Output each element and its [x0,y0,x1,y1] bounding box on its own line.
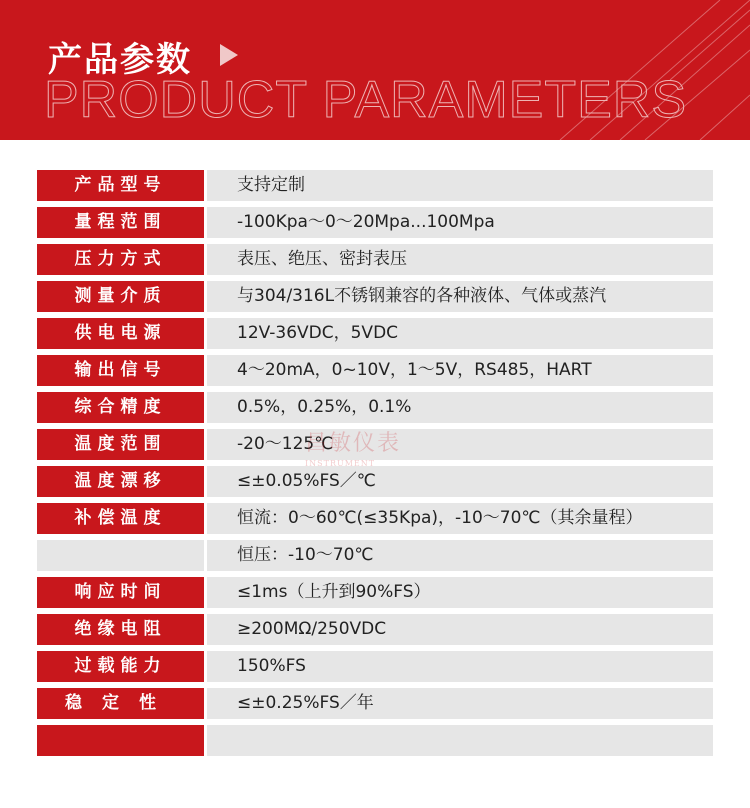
param-value: 0.5%，0.25%，0.1% [207,392,713,423]
param-value: 与304/316L不锈钢兼容的各种液体、气体或蒸汽 [207,281,713,312]
param-label: 测量介质 [37,281,204,312]
param-value [207,725,713,756]
table-row [37,503,713,534]
param-value: 表压、绝压、密封表压 [207,244,713,275]
param-label: 输出信号 [37,355,204,386]
table-row [37,577,713,608]
param-value: 4～20mA，0~10V，1～5V，RS485，HART [207,355,713,386]
table-row [37,466,713,497]
param-label: 绝缘电阻 [37,614,204,645]
table-row [37,392,713,423]
page-title: 产品参数 [48,40,192,80]
watermark-subtext: INSTRUMENT [305,459,376,468]
table-row [37,688,713,719]
table-row [37,614,713,645]
param-label: 产品型号 [37,170,204,201]
table-row [37,651,713,682]
param-value: 150%FS [207,651,713,682]
param-label: 综合精度 [37,392,204,423]
table-row [37,318,713,349]
param-value: ≤1ms（上升到90%FS） [207,577,713,608]
param-label: 供电电源 [37,318,204,349]
param-value: 恒压：-10～70℃ [207,540,713,571]
param-value: -100Kpa～0～20Mpa...100Mpa [207,207,713,238]
param-label [37,725,204,756]
page-subtitle: PRODUCT PARAMETERS [44,71,688,129]
param-label: 响应时间 [37,577,204,608]
param-value: 支持定制 [207,170,713,201]
table-row [37,207,713,238]
table-row [37,244,713,275]
table-row [37,725,713,756]
header-banner [0,0,750,140]
param-value: 12V-36VDC，5VDC [207,318,713,349]
watermark-text: 昌敏仪表 [305,431,402,456]
table-row [37,170,713,201]
param-label [37,540,204,571]
param-label: 量程范围 [37,207,204,238]
param-value: -20～125℃ [207,429,713,460]
param-label: 补偿温度 [37,503,204,534]
table-row [37,355,713,386]
table-row [37,540,713,571]
table-row [37,429,713,460]
param-label: 稳定性 [37,688,204,719]
play-arrow-icon [220,44,238,66]
param-value: ≤±0.05%FS／℃ [207,466,713,497]
param-value: ≤±0.25%FS／年 [207,688,713,719]
param-label: 过载能力 [37,651,204,682]
param-value: 恒流：0～60℃(≤35Kpa)，-10～70℃（其余量程） [207,503,713,534]
table-row [37,281,713,312]
parameter-table [37,170,713,762]
param-value: ≥200MΩ/250VDC [207,614,713,645]
param-label: 压力方式 [37,244,204,275]
param-label: 温度范围 [37,429,204,460]
param-label: 温度漂移 [37,466,204,497]
